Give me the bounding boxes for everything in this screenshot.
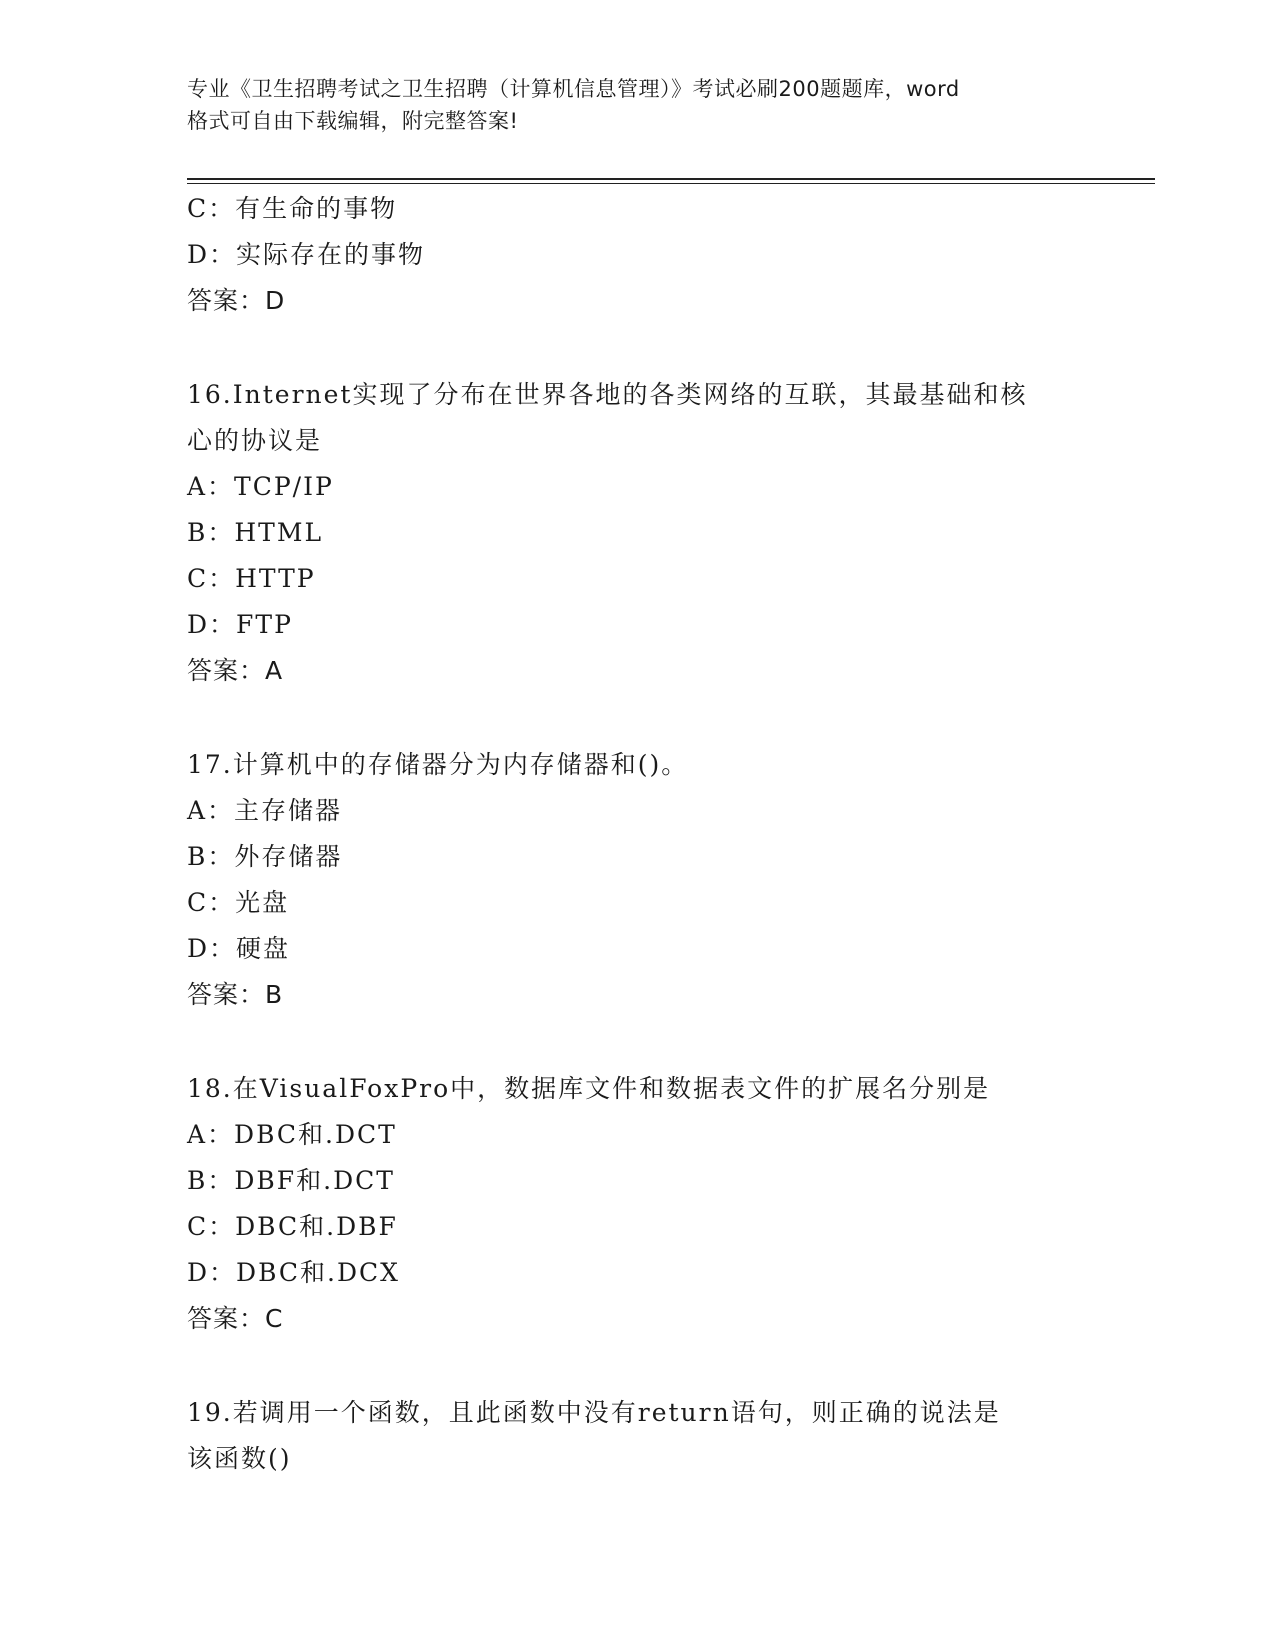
header-line-2: 格式可自由下载编辑，附完整答案! <box>187 109 519 133</box>
answer-line: 答案：B <box>187 980 284 1009</box>
option-a: A：TCP/IP <box>187 472 334 501</box>
option-d: D：DBC和.DCX <box>187 1258 400 1287</box>
question-text-continued: 该函数() <box>187 1444 292 1473</box>
question-text: 19.若调用一个函数，且此函数中没有return语句，则正确的说法是 <box>187 1398 1001 1427</box>
question-text: 17.计算机中的存储器分为内存储器和()。 <box>187 750 689 779</box>
option-a: A：DBC和.DCT <box>187 1120 397 1149</box>
question-18 <box>187 1066 1147 1342</box>
option-c: C：有生命的事物 <box>187 194 398 223</box>
answer-line: 答案：C <box>187 1304 284 1333</box>
question-17 <box>187 742 1147 1018</box>
option-b: B：DBF和.DCT <box>187 1166 395 1195</box>
option-a: A：主存储器 <box>187 796 343 825</box>
option-c: C：光盘 <box>187 888 290 917</box>
header-line-1: 专业《卫生招聘考试之卫生招聘（计算机信息管理）》考试必刷200题题库，word <box>187 77 960 101</box>
option-d: D：FTP <box>187 610 293 639</box>
question-16 <box>187 372 1147 694</box>
document-header <box>187 73 1087 137</box>
answer-line: 答案：D <box>187 286 286 315</box>
header-divider <box>187 178 1155 184</box>
answer-line: 答案：A <box>187 656 284 685</box>
option-b: B：外存储器 <box>187 842 343 871</box>
question-19 <box>187 1390 1147 1482</box>
option-c: C：DBC和.DBF <box>187 1212 398 1241</box>
option-d: D：硬盘 <box>187 934 291 963</box>
option-c: C：HTTP <box>187 564 316 593</box>
option-b: B：HTML <box>187 518 324 547</box>
question-text: 18.在VisualFoxPro中，数据库文件和数据表文件的扩展名分别是 <box>187 1074 991 1103</box>
question-list <box>187 186 1147 1482</box>
option-d: D：实际存在的事物 <box>187 240 426 269</box>
question-text-continued: 心的协议是 <box>187 426 323 455</box>
question-text: 16.Internet实现了分布在世界各地的各类网络的互联，其最基础和核 <box>187 380 1028 409</box>
